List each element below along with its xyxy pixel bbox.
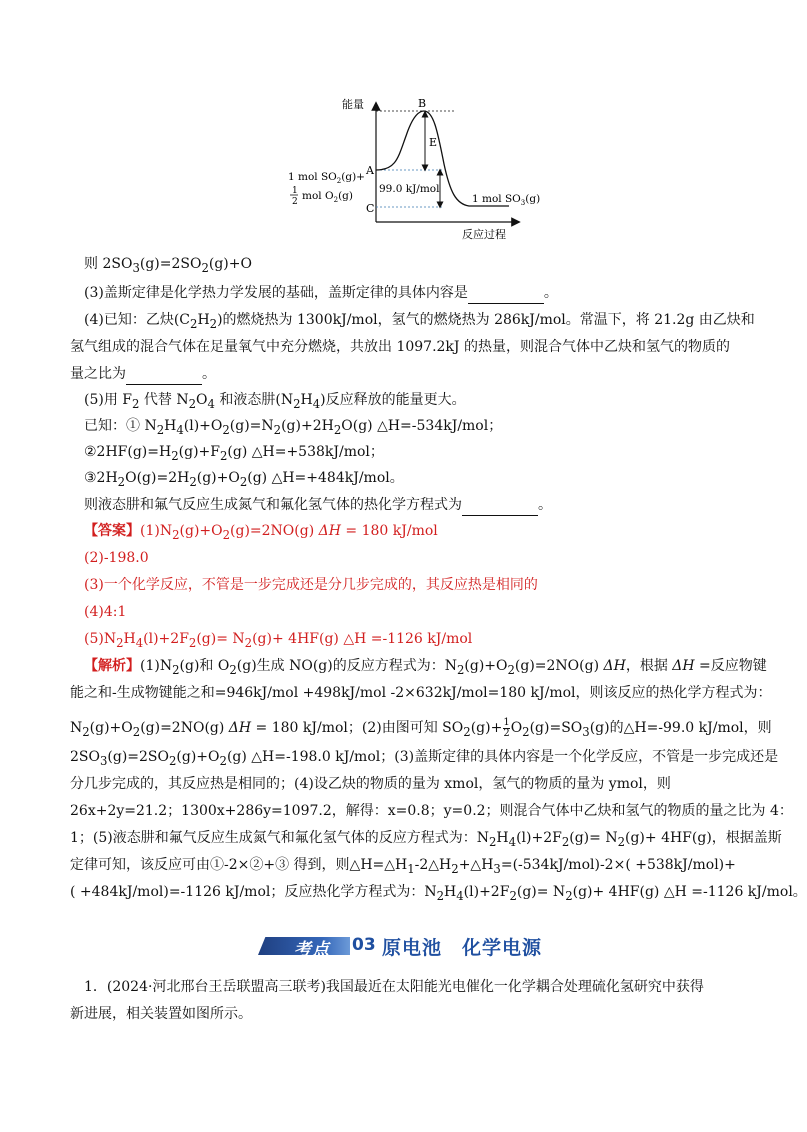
question-4-line-1: (4)已知：乙炔$(C_2H_2)$的燃烧热为 1300kJ/mol，氢气的燃烧热为 286kJ/mol。常温下，将 21.2g 由乙炔和 (84, 312, 755, 331)
answer-blank (126, 364, 202, 385)
question-5-line-1: (5)用 $F_2$ 代替 $N_2O_4$ 和液态肼$(N_2H_4)$反应释放的能量更大。 (84, 392, 466, 411)
answer-4: (4)4:1 (84, 604, 127, 620)
analysis-line-7: 1；(5)液态肼和氟气反应生成氮气和氟化氢气体的反应方程式为：$N_2H_4(l)+2F_2(g)= N_2(g)+ 4HF(g)$，根据盖斯 (70, 830, 782, 849)
known-equation-1: 已知：① $N_2H_4(l)+O_2(g)=N_2(g)+2H_2O(g)$ △H=-534kJ/mol； (84, 418, 503, 437)
next-question-line-1: 1．(2024·河北邢台王岳联盟高三联考)我国最近在太阳能光电催化一化学耦合处理硫化氢研究中获得 (84, 979, 704, 995)
question-3: (3)盖斯定律是化学热力学发展的基础，盖斯定律的具体内容是 。 (84, 283, 748, 304)
question-4-line-3: 量之比为 。 (70, 364, 734, 385)
answer-5: $(5)N_2H_4(l)+2F_2(g)= N_2(g)+ 4HF(g)$ △H =-1126 kJ/mol (84, 631, 473, 650)
energy-diagram (284, 94, 554, 244)
section-tag: 考点 (294, 940, 330, 960)
analysis-line-6: 26x+2y=21.2；1300x+286y=1097.2，解得：x=0.8；y=0.2；则混合气体中乙炔和氢气的物质的量之比为 4： (70, 803, 793, 819)
analysis-line-9: ( +484kJ/mol)=-1126 kJ/mol；反应热化学方程式为：$N_2H_4(l)+2F_2(g)= N_2(g)+ 4HF(g)$ △H =-1126 kJ/mol。 (70, 884, 807, 903)
y-axis-label: 能量 (342, 98, 364, 111)
answer-1: 【答案】$(1)N_2(g)+O_2(g)=2NO(g) \Delta H = 180$ kJ/mol (84, 523, 438, 542)
point-b-label: B (418, 97, 427, 110)
next-question-line-2: 新进展，相关装置如图所示。 (70, 1006, 252, 1022)
question-5-line-2: 则液态肼和氟气反应生成氮气和氟化氢气体的热化学方程式为 。 (84, 495, 748, 516)
answer-2: (2)-198.0 (84, 550, 149, 566)
x-axis-label: 反应过程 (462, 228, 506, 241)
label-e: E (429, 136, 438, 149)
section-number: 03 (352, 935, 376, 955)
reactant-frac-num: 1 (292, 186, 298, 196)
answer-blank (468, 283, 544, 304)
delta-h-label: 99.0 kJ/mol (379, 183, 440, 195)
fraction-one-half: $\frac{1}{2}$ (503, 716, 510, 739)
analysis-line-2: 能之和-生成物键能之和=946kJ/mol +498kJ/mol -2×632kJ/mol=180 kJ/mol，则该反应的热化学方程式为： (70, 685, 772, 701)
analysis-line-1: 【解析】$(1)N_2(g)$和 $O_2(g)$生成 NO(g)的反应方程式为：$N_2(g)+O_2(g)=2NO(g)$ ΔH，根据 ΔH =反应物键 (84, 658, 767, 677)
analysis-line-8: 定律可知，该反应可由①-2×②+③ 得到，则$\triangle H=\triangle H_1-2\triangle H_2+\triangle H_3=(-534kJ/mol)-2\times( +538kJ/mol)+$ (70, 857, 736, 876)
reactant-frac-den: 2 (292, 197, 298, 207)
reactant-label-line2: mol $O_2(g)$ (302, 190, 353, 204)
section-title: 原电池 化学电源 (382, 937, 543, 959)
analysis-line-5: 分几步完成的，其反应热是相同的；(4)设乙炔的物质的量为 xmol，氢气的物质的量为 ymol，则 (70, 776, 671, 792)
analysis-line-3: $N_2(g)+O_2(g)=2NO(g) \Delta H = 180$ kJ/mol；(2)由图可知 $SO_2(g)+$ $\frac{1}{2}$ $O_2(g)=SO_3(g)$的△H=-99.0 kJ/mol，则 (70, 716, 772, 739)
reactant-label-line1: 1 mol $SO_2(g)+$ (288, 171, 365, 185)
point-a-label: A (366, 164, 374, 177)
known-equation-3: $③2H_2O(g)=2H_2(g)+O_2(g)$ △H=+484kJ/mol。 (84, 470, 404, 489)
known-equation-2: $②2HF(g)=H_2(g)+F_2(g)$ △H=+538kJ/mol； (84, 444, 384, 463)
section-header (254, 929, 574, 965)
analysis-line-4: $2SO_3(g)=2SO_2(g)+O_2(g)$ △H=-198.0 kJ/mol；(3)盖斯定律的具体内容是一个化学反应，不管是一步完成还是 (70, 749, 779, 768)
question-4-line-2: 氢气组成的混合气体在足量氧气中充分燃烧，共放出 1097.2kJ 的热量，则混合气体中乙炔和氢气的物质的 (70, 339, 730, 355)
point-c-label: C (366, 202, 375, 215)
answer-blank (462, 495, 538, 516)
answer-3: (3)一个化学反应，不管是一步完成还是分几步完成的，其反应热是相同的 (84, 577, 538, 593)
question-2: 则 $2SO_3(g)=2SO_2(g)+O$ (84, 256, 252, 275)
product-label: 1 mol $SO_3(g)$ (472, 193, 541, 207)
